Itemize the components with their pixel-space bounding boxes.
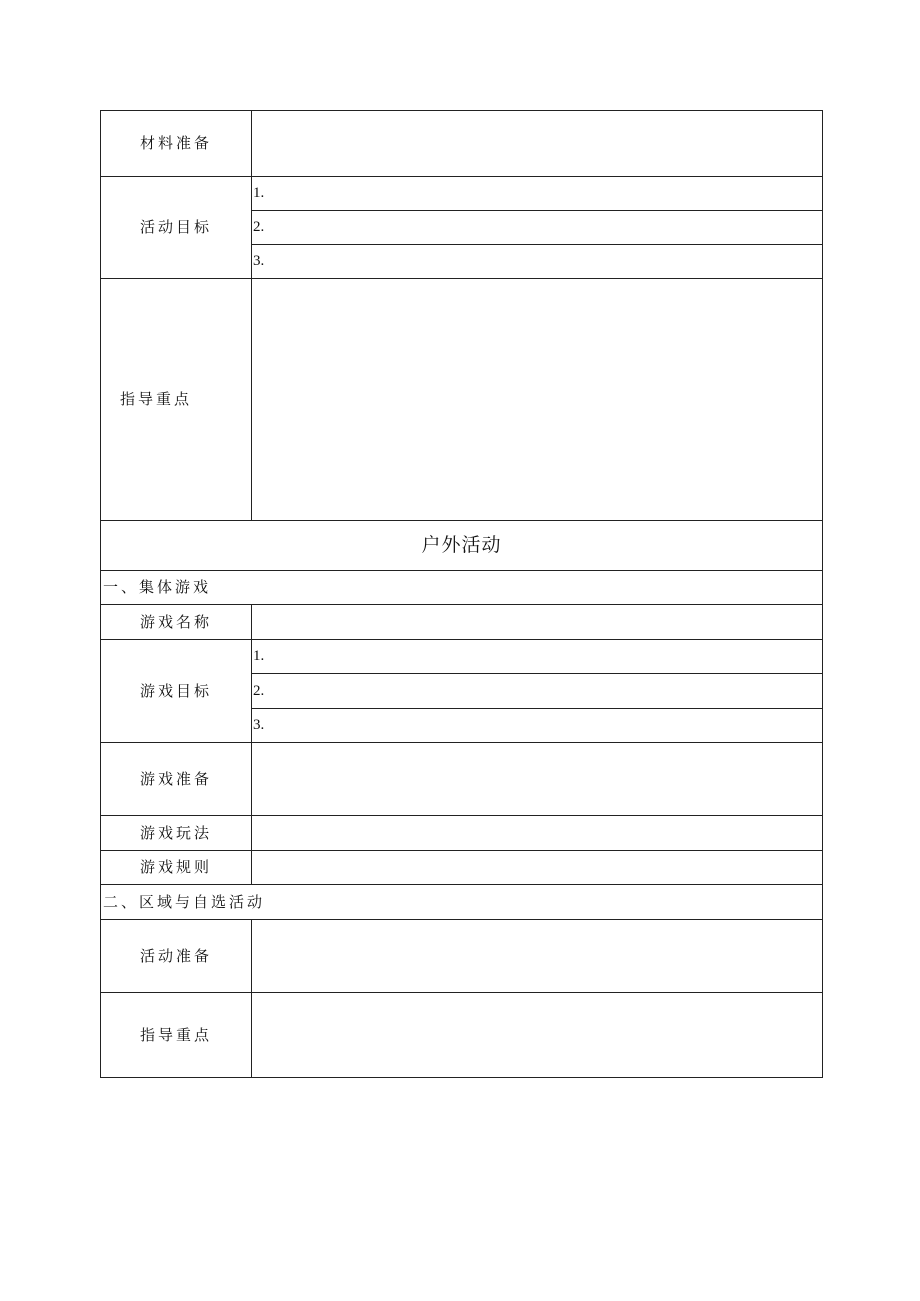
activity-goal-2[interactable]: 2. — [252, 211, 823, 245]
activity-goal-row-1 — [101, 177, 823, 211]
area-guidance-label: 指导重点 — [101, 993, 252, 1078]
area-guidance-field[interactable] — [252, 993, 823, 1078]
activity-goal-3[interactable]: 3. — [252, 245, 823, 279]
game-rules-label: 游戏规则 — [101, 851, 252, 885]
area-heading-row — [101, 885, 823, 920]
activity-goal-1[interactable]: 1. — [252, 177, 823, 211]
area-prep-row — [101, 920, 823, 993]
group-game-heading-row — [101, 571, 823, 605]
activity-goals-label: 活动目标 — [101, 177, 252, 279]
game-play-label: 游戏玩法 — [101, 816, 252, 851]
game-prep-row — [101, 743, 823, 816]
game-play-row — [101, 816, 823, 851]
game-prep-label: 游戏准备 — [101, 743, 252, 816]
area-heading: 二、区域与自选活动 — [101, 885, 823, 920]
guidance-field[interactable] — [252, 279, 823, 521]
game-goal-3[interactable]: 3. — [252, 709, 823, 743]
game-goal-1[interactable]: 1. — [252, 640, 823, 674]
game-name-field[interactable] — [252, 605, 823, 640]
group-game-heading: 一、集体游戏 — [101, 571, 823, 605]
game-play-field[interactable] — [252, 816, 823, 851]
materials-field[interactable] — [252, 111, 823, 177]
guidance-row — [101, 279, 823, 521]
game-prep-field[interactable] — [252, 743, 823, 816]
area-prep-field[interactable] — [252, 920, 823, 993]
game-name-label: 游戏名称 — [101, 605, 252, 640]
game-rules-field[interactable] — [252, 851, 823, 885]
materials-row — [101, 111, 823, 177]
game-goal-row-1 — [101, 640, 823, 674]
plan-table — [100, 110, 823, 1078]
game-name-row — [101, 605, 823, 640]
guidance-label: 指导重点 — [101, 279, 252, 521]
game-rules-row — [101, 851, 823, 885]
area-guidance-row — [101, 993, 823, 1078]
materials-label: 材料准备 — [101, 111, 252, 177]
outdoor-title: 户外活动 — [101, 521, 823, 571]
game-goals-label: 游戏目标 — [101, 640, 252, 743]
game-goal-2[interactable]: 2. — [252, 674, 823, 709]
area-prep-label: 活动准备 — [101, 920, 252, 993]
outdoor-title-row — [101, 521, 823, 571]
